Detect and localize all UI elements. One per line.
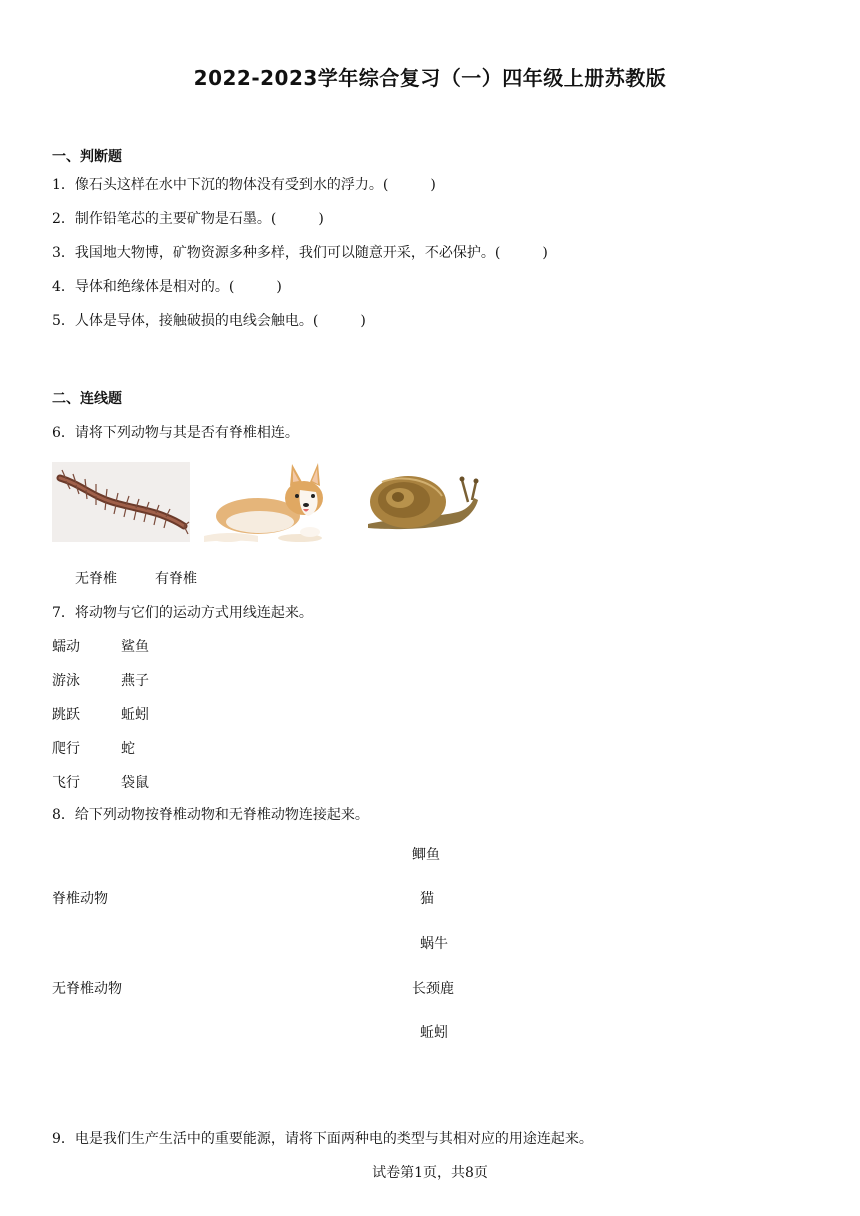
animal-item: 燕子 (121, 673, 149, 689)
animal-item: 长颈鹿 (412, 981, 454, 997)
animal-item: 袋鼠 (121, 775, 149, 791)
animal-item: 蛇 (121, 741, 135, 757)
option-invertebrate: 无脊椎 (75, 571, 117, 587)
question-4: 4．导体和绝缘体是相对的。( ) (52, 279, 282, 295)
question-7: 7．将动物与它们的运动方式用线连起来。 (52, 605, 313, 621)
question-2: 2．制作铅笔芯的主要矿物是石墨。( ) (52, 211, 324, 227)
question-9: 9．电是我们生产生活中的重要能源，请将下面两种电的类型与其相对应的用途连起来。 (52, 1131, 593, 1147)
page-title: 2022-2023学年综合复习（一）四年级上册苏教版 (193, 66, 667, 90)
option-vertebrate: 有脊椎 (155, 571, 197, 587)
section-heading-judgement: 一、判断题 (52, 149, 122, 165)
question-8: 8．给下列动物按脊椎动物和无脊椎动物连接起来。 (52, 807, 369, 823)
category-vertebrate: 脊椎动物 (52, 891, 108, 907)
movement-item: 游泳 (52, 673, 80, 689)
animal-item: 蚯蚓 (420, 1025, 448, 1041)
question-3: 3．我国地大物博，矿物资源多种多样，我们可以随意开采，不必保护。( ) (52, 245, 548, 261)
movement-item: 蠕动 (52, 639, 80, 655)
movement-item: 爬行 (52, 741, 80, 757)
section-heading-matching: 二、连线题 (52, 391, 122, 407)
question-1: 1．像石头这样在水中下沉的物体没有受到水的浮力。( ) (52, 177, 436, 193)
animal-item: 蚯蚓 (121, 707, 149, 723)
animal-item: 蜗牛 (420, 936, 448, 952)
centipede-image (52, 462, 190, 542)
movement-item: 跳跃 (52, 707, 80, 723)
category-invertebrate: 无脊椎动物 (52, 981, 122, 997)
animal-item: 鲨鱼 (121, 639, 149, 655)
page-footer: 试卷第1页，共8页 (372, 1165, 488, 1181)
question-6: 6．请将下列动物与其是否有脊椎相连。 (52, 425, 299, 441)
movement-item: 飞行 (52, 775, 80, 791)
animal-item: 鲫鱼 (412, 847, 440, 863)
corgi-dog-image (200, 460, 330, 544)
animal-item: 猫 (420, 891, 434, 907)
question-5: 5．人体是导体，接触破损的电线会触电。( ) (52, 313, 366, 329)
snail-image (362, 468, 480, 534)
